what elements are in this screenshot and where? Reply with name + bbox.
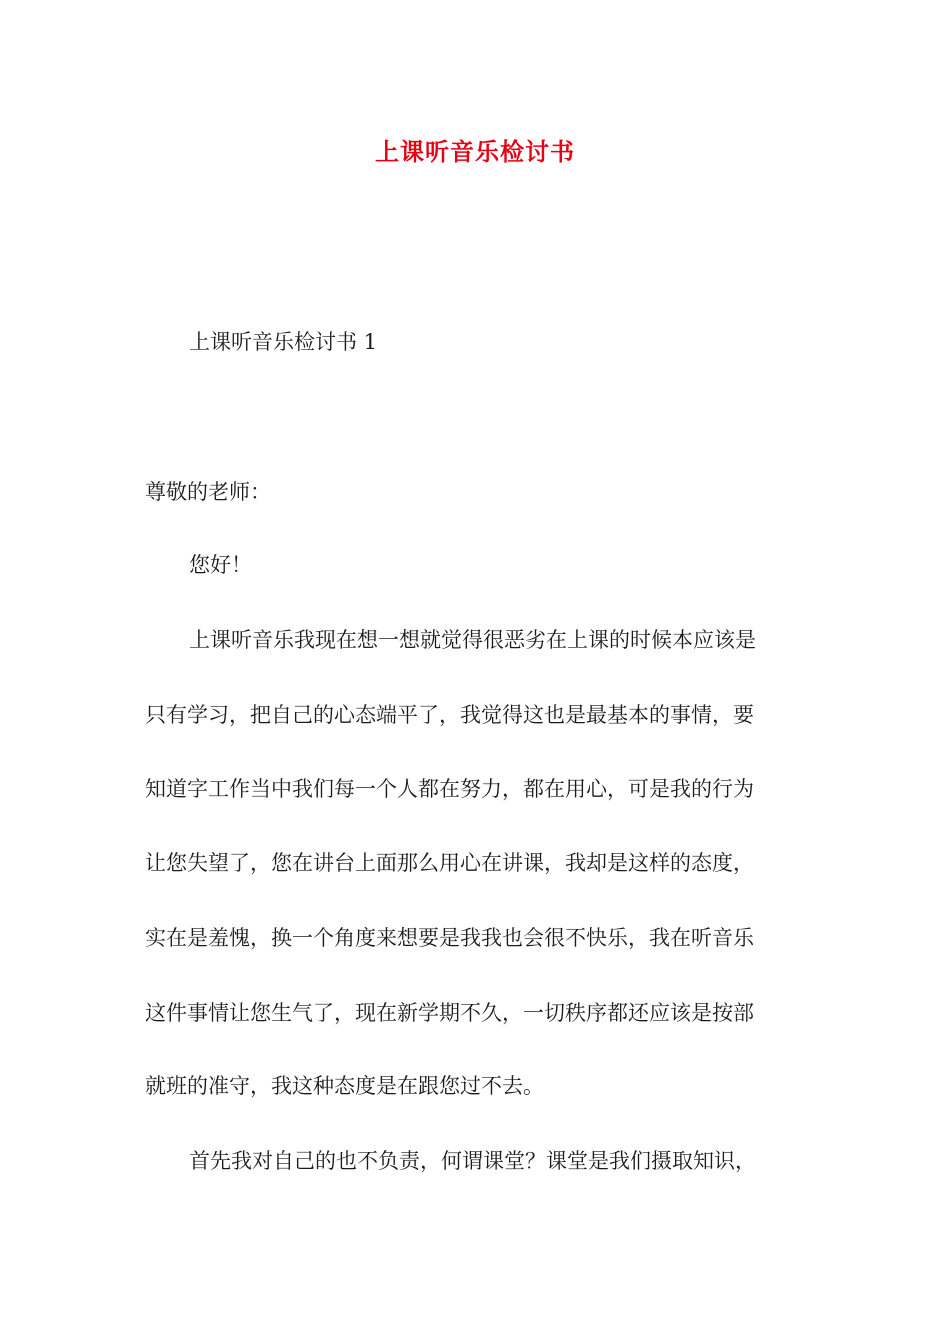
paragraph-line: 只有学习，把自己的心态端平了，我觉得这也是最基本的事情，要 [145,703,754,727]
document-title: 上课听音乐检讨书 [375,137,575,166]
paragraph-line: 就班的准守，我这种态度是在跟您过不去。 [145,1074,544,1098]
paragraph-line: 实在是羞愧，换一个角度来想要是我我也会很不快乐，我在听音乐 [145,926,754,950]
paragraph-line: 首先我对自己的也不负责，何谓课堂？课堂是我们摄取知识， [189,1149,756,1173]
paragraph-line: 知道字工作当中我们每一个人都在努力，都在用心，可是我的行为 [145,777,754,801]
paragraph-line: 上课听音乐我现在想一想就觉得很恶劣在上课的时候本应该是 [189,628,756,652]
greeting: 您好！ [189,553,252,577]
salutation: 尊敬的老师： [145,480,271,504]
section-heading: 上课听音乐检讨书 1 [189,330,378,354]
paragraph-line: 这件事情让您生气了，现在新学期不久，一切秩序都还应该是按部 [145,1001,754,1025]
paragraph-line: 让您失望了，您在讲台上面那么用心在讲课，我却是这样的态度， [145,851,754,875]
